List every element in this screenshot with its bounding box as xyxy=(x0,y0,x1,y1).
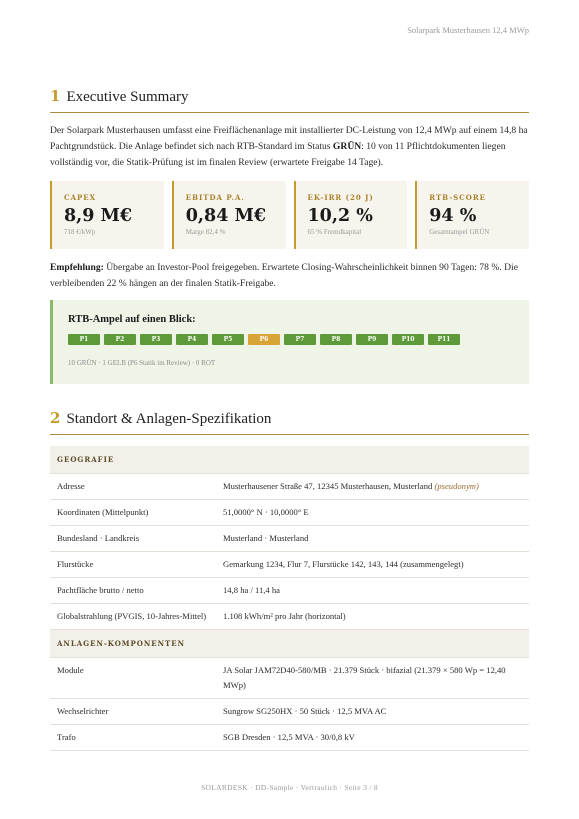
table-row xyxy=(50,578,529,604)
ampel-chip-p11: P11 xyxy=(428,334,460,345)
ampel-chip-p1: P1 xyxy=(68,334,100,345)
ampel-chip-p9: P9 xyxy=(356,334,388,345)
table-category-row xyxy=(50,630,529,658)
pseudonym-note: (pseudonym) xyxy=(434,481,479,491)
spec-table xyxy=(50,446,529,751)
summary-text-a: Der Solarpark Musterhausen umfasst eine Freiflächenanlage mit installierter DC-Leistung von 12,4 MWp auf einem 14,8 ha Pachtgrundstück. Die Anlage befindet sich nach RTB-Standard im Status xyxy=(50,125,528,152)
row-key: Bundesland · Landkreis xyxy=(50,526,216,552)
table-category-row xyxy=(50,446,529,474)
row-value: 14,8 ha / 11,4 ha xyxy=(216,578,529,604)
address-text: Musterhausener Straße 47, 12345 Musterhausen, Musterland xyxy=(223,481,433,491)
table-row xyxy=(50,500,529,526)
ampel-chip-p7: P7 xyxy=(284,334,316,345)
summary-text-b: : 10 von 11 Pflichtdokumenten liegen vollständig vor, die Statik-Prüfung ist im finalen Review (erwartete Freigabe 14 Tage). xyxy=(50,141,506,168)
rtb-ampel-box xyxy=(50,300,529,384)
row-value: JA Solar JAM72D40-580/MB · 21.379 Stück · bifazial (21.379 × 580 Wp = 12,40 MWp) xyxy=(216,658,529,699)
row-key: Module xyxy=(50,658,216,699)
kpi-value: 94 % xyxy=(429,206,477,226)
kpi-cards xyxy=(50,181,529,249)
row-key: Flurstücke xyxy=(50,552,216,578)
ampel-chip-p6: P6 xyxy=(248,334,280,345)
table-row xyxy=(50,725,529,751)
row-value: Gemarkung 1234, Flur 7, Flurstücke 142, 143, 144 (zusammengelegt) xyxy=(216,552,529,578)
row-value: SGB Dresden · 12,5 MVA · 30/0,8 kV xyxy=(216,725,529,751)
ampel-chip-p5: P5 xyxy=(212,334,244,345)
kpi-label: CAPEX xyxy=(64,193,97,202)
kpi-label: EK-IRR (20 J) xyxy=(307,193,374,202)
table-row xyxy=(50,552,529,578)
summary-paragraph xyxy=(50,123,532,171)
ampel-chip-p8: P8 xyxy=(320,334,352,345)
section-number: 1 xyxy=(50,87,61,105)
kpi-sub: Gesamtampel GRÜN xyxy=(429,228,490,236)
row-key: Adresse xyxy=(50,474,216,500)
status-bold: GRÜN xyxy=(332,141,362,152)
row-key: Globalstrahlung (PVGIS, 10-Jahres-Mittel) xyxy=(50,604,216,630)
page-footer: SOLARDESK · DD-Sample · Vertraulich · Seite 3 / 8 xyxy=(201,783,378,792)
section-number: 2 xyxy=(50,409,61,427)
row-key: Wechselrichter xyxy=(50,699,216,725)
kpi-sub: 718 €/kWp xyxy=(64,228,96,236)
kpi-card-ebitda xyxy=(172,181,286,249)
table-row xyxy=(50,658,529,699)
section-title-executive-summary xyxy=(50,86,529,113)
row-value: Musterland · Musterland xyxy=(216,526,529,552)
ampel-chip-row xyxy=(68,334,515,345)
row-key: Trafo xyxy=(50,725,216,751)
table-row xyxy=(50,526,529,552)
row-value xyxy=(216,474,529,500)
kpi-value: 0,84 M€ xyxy=(185,206,267,226)
section-heading: Standort & Anlagen-Spezifikation xyxy=(66,411,272,427)
kpi-value: 8,9 M€ xyxy=(64,206,133,226)
row-key: Koordinaten (Mittelpunkt) xyxy=(50,500,216,526)
category-geografie: GEOGRAFIE xyxy=(50,446,529,474)
row-value: Sungrow SG250HX · 50 Stück · 12,5 MVA AC xyxy=(216,699,529,725)
ampel-summary: 10 GRÜN · 1 GELB (P6 Statik im Review) · 0 ROT xyxy=(68,359,216,367)
kpi-card-ek-irr xyxy=(294,181,408,249)
row-value: 1.108 kWh/m² pro Jahr (horizontal) xyxy=(216,604,529,630)
ampel-chip-p2: P2 xyxy=(104,334,136,345)
table-row xyxy=(50,699,529,725)
kpi-sub: 65 % Fremdkapital xyxy=(307,228,362,236)
kpi-label: EBITDA P.A. xyxy=(185,193,245,202)
kpi-label: RTB-SCORE xyxy=(429,193,486,202)
kpi-card-capex xyxy=(50,181,164,249)
ampel-title: RTB-Ampel auf einen Blick: xyxy=(68,314,196,325)
kpi-card-rtb-score xyxy=(415,181,529,249)
row-value: 51,0000° N · 10,0000° E xyxy=(216,500,529,526)
recommendation-label: Empfehlung: xyxy=(50,262,104,273)
table-row xyxy=(50,604,529,630)
row-key: Pachtfläche brutto / netto xyxy=(50,578,216,604)
running-header: Solarpark Musterhausen 12,4 MWp xyxy=(407,25,529,35)
category-anlagen-komponenten: ANLAGEN-KOMPONENTEN xyxy=(50,630,529,658)
recommendation-paragraph xyxy=(50,260,532,292)
table-row xyxy=(50,474,529,500)
section-title-standort xyxy=(50,408,529,435)
kpi-sub: Marge 82,4 % xyxy=(185,228,226,236)
recommendation-text: Übergabe an Investor-Pool freigegeben. Erwartete Closing-Wahrscheinlichkeit binnen 90 Tagen: 78 %. Die verbleibenden 22 % hängen an der finalen Statik-Freigabe. xyxy=(50,262,518,289)
section-heading: Executive Summary xyxy=(66,89,189,105)
ampel-chip-p4: P4 xyxy=(176,334,208,345)
ampel-chip-p3: P3 xyxy=(140,334,172,345)
ampel-chip-p10: P10 xyxy=(392,334,424,345)
kpi-value: 10,2 % xyxy=(307,206,373,226)
